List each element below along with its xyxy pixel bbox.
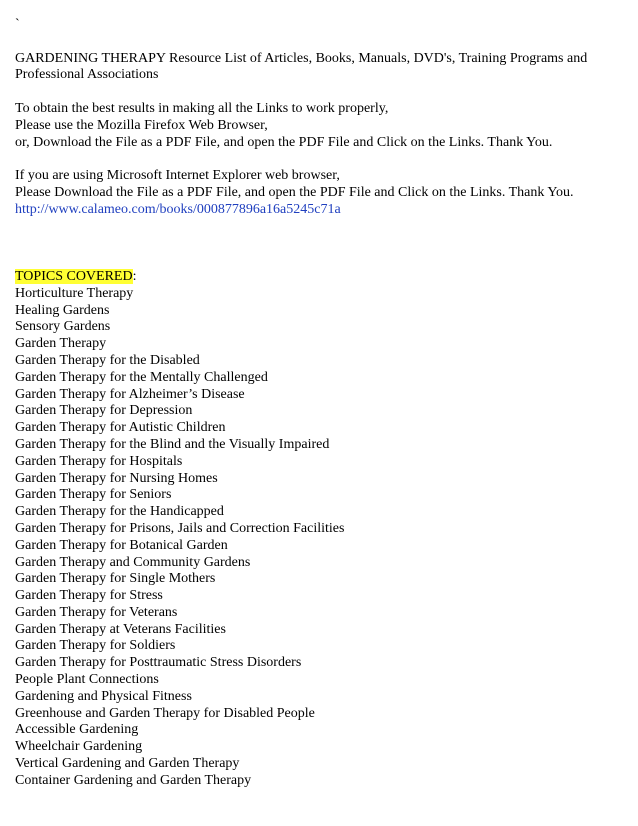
stray-mark: ` <box>15 17 20 32</box>
ie-instructions <box>15 168 625 218</box>
topic-item: Garden Therapy for the Handicapped <box>15 504 224 520</box>
topic-item: People Plant Connections <box>15 672 159 688</box>
topic-item: Garden Therapy for Veterans <box>15 604 178 620</box>
firefox-instructions <box>15 101 625 151</box>
topic-item: Garden Therapy for Single Mothers <box>15 571 216 587</box>
instruction-line: To obtain the best results in making all the Links to work properly, <box>15 100 389 116</box>
topic-item: Garden Therapy for Prisons, Jails and Correction Facilities <box>15 520 345 536</box>
topic-item: Horticulture Therapy <box>15 285 134 301</box>
topic-item: Container Gardening and Garden Therapy <box>15 772 252 788</box>
topic-item: Garden Therapy for Alzheimer’s Disease <box>15 386 245 402</box>
topic-item: Garden Therapy for Hospitals <box>15 453 183 469</box>
spacer <box>15 84 625 101</box>
calameo-link[interactable]: http://www.calameo.com/books/000877896a16a5245c71a <box>15 201 341 217</box>
spacer <box>15 235 625 252</box>
topics-heading <box>15 269 625 286</box>
instruction-line: If you are using Microsoft Internet Explorer web browser, <box>15 168 340 184</box>
topic-item: Healing Gardens <box>15 302 110 318</box>
document-page <box>15 17 625 790</box>
topic-item: Greenhouse and Garden Therapy for Disabled People <box>15 705 315 721</box>
topic-item: Garden Therapy for Botanical Garden <box>15 537 228 553</box>
instruction-line: Please Download the File as a PDF File, and open the PDF File and Click on the Links. Thank You. <box>15 184 574 200</box>
topics-heading-text: TOPICS COVERED <box>15 268 133 284</box>
spacer <box>15 34 625 51</box>
topics-list <box>15 286 625 790</box>
spacer <box>15 219 625 236</box>
topic-item: Garden Therapy for Stress <box>15 588 163 604</box>
topic-item: Wheelchair Gardening <box>15 739 143 755</box>
topic-item: Garden Therapy <box>15 336 107 352</box>
topic-item: Garden Therapy and Community Gardens <box>15 554 251 570</box>
topic-item: Garden Therapy for the Mentally Challenged <box>15 369 268 385</box>
topic-item: Garden Therapy for Seniors <box>15 487 172 503</box>
topic-item: Garden Therapy for Nursing Homes <box>15 470 218 486</box>
topic-item: Garden Therapy for Depression <box>15 403 193 419</box>
topics-heading-colon: : <box>132 268 137 284</box>
topic-item: Accessible Gardening <box>15 722 139 738</box>
topic-item: Gardening and Physical Fitness <box>15 688 192 704</box>
topic-item: Sensory Gardens <box>15 319 111 335</box>
spacer <box>15 151 625 168</box>
instruction-line: Please use the Mozilla Firefox Web Browser, <box>15 117 268 133</box>
topic-item: Garden Therapy at Veterans Facilities <box>15 621 226 637</box>
spacer <box>15 252 625 269</box>
topic-item: Garden Therapy for the Disabled <box>15 352 200 368</box>
topic-item: Garden Therapy for Autistic Children <box>15 420 226 436</box>
topic-item: Garden Therapy for Posttraumatic Stress Disorders <box>15 655 302 671</box>
topic-item: Garden Therapy for Soldiers <box>15 638 176 654</box>
document-title: GARDENING THERAPY Resource List of Articles, Books, Manuals, DVD's, Training Programs and Professional Associations <box>15 50 588 83</box>
topic-item: Garden Therapy for the Blind and the Visually Impaired <box>15 436 330 452</box>
topic-item: Vertical Gardening and Garden Therapy <box>15 756 240 772</box>
instruction-line: or, Download the File as a PDF File, and open the PDF File and Click on the Links. Thank You. <box>15 134 553 150</box>
